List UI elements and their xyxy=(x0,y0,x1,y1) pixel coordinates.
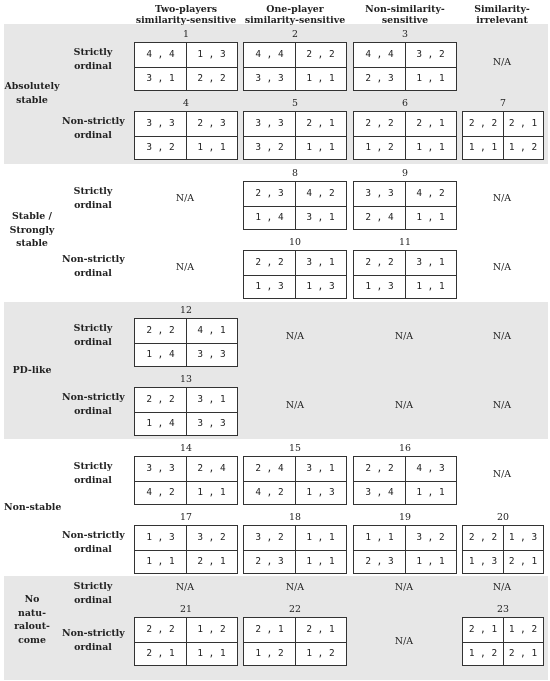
game-number: 12 xyxy=(180,305,192,316)
payoff-cell: 2 , 1 xyxy=(508,118,538,130)
payoff-cell: 3 , 3 xyxy=(146,463,175,475)
payoff-cell: 4 , 2 xyxy=(146,486,175,498)
payoff-cell: 3 , 2 xyxy=(255,141,284,153)
subrow-strict-5: Strictly ordinal xyxy=(73,581,113,606)
payoff-cell: 1 , 3 xyxy=(365,280,394,292)
game-number: 10 xyxy=(289,237,301,248)
game-number: 22 xyxy=(289,604,301,615)
payoff-cell: 2 , 2 xyxy=(146,394,175,406)
payoff-cell: 2 , 1 xyxy=(416,118,445,130)
payoff-cell: 2 , 4 xyxy=(365,211,394,223)
subrow-strict-4: Strictly ordinal xyxy=(73,461,113,486)
payoff-cell: 3 , 4 xyxy=(365,486,394,498)
game-number: 21 xyxy=(180,604,192,615)
payoff-cell: 3 , 3 xyxy=(197,417,226,429)
payoff-cell: 1 , 2 xyxy=(508,624,538,636)
payoff-cell: 3 , 3 xyxy=(146,118,175,130)
payoff-cell: 2 , 3 xyxy=(255,188,284,200)
payoff-cell: 3 , 1 xyxy=(146,72,175,84)
payoff-cell: 1 , 3 xyxy=(146,532,175,544)
payoff-cell: 1 , 2 xyxy=(306,647,335,659)
payoff-cell: 1 , 1 xyxy=(416,280,445,292)
subrow-strict-1: Strictly ordinal xyxy=(73,47,113,72)
na-label: N/A xyxy=(285,582,305,593)
payoff-matrix xyxy=(353,250,457,299)
payoff-cell: 2 , 1 xyxy=(255,624,284,636)
payoff-cell: 3 , 2 xyxy=(197,532,226,544)
payoff-cell: 2 , 1 xyxy=(146,647,175,659)
payoff-cell: 2 , 4 xyxy=(197,463,226,475)
na-label: N/A xyxy=(492,400,512,411)
payoff-cell: 2 , 1 xyxy=(468,624,498,636)
na-label: N/A xyxy=(492,262,512,273)
na-label: N/A xyxy=(175,262,195,273)
payoff-matrix xyxy=(134,111,238,160)
col-header-one-player: One-player similarity-sensitive xyxy=(244,4,346,26)
payoff-matrix xyxy=(462,111,544,160)
subrow-nonstrict-1: Non-strictly ordinal xyxy=(62,116,125,141)
payoff-matrix xyxy=(243,456,347,505)
payoff-cell: 3 , 1 xyxy=(416,257,445,269)
payoff-cell: 2 , 1 xyxy=(197,555,226,567)
payoff-matrix xyxy=(353,456,457,505)
game-number: 8 xyxy=(292,168,298,179)
na-label: N/A xyxy=(175,193,195,204)
game-number: 15 xyxy=(289,443,301,454)
payoff-cell: 3 , 1 xyxy=(197,394,226,406)
na-label: N/A xyxy=(492,57,512,68)
group-label-non-stable: Non-stable xyxy=(4,502,62,513)
payoff-cell: 2 , 2 xyxy=(468,532,498,544)
payoff-matrix xyxy=(243,42,347,91)
na-label: N/A xyxy=(285,331,305,342)
na-label: N/A xyxy=(492,193,512,204)
payoff-cell: 3 , 1 xyxy=(306,463,335,475)
payoff-cell: 1 , 4 xyxy=(146,417,175,429)
payoff-cell: 3 , 1 xyxy=(306,211,335,223)
game-number: 16 xyxy=(399,443,411,454)
payoff-cell: 3 , 3 xyxy=(365,188,394,200)
subrow-nonstrict-4: Non-strictly ordinal xyxy=(62,530,125,555)
col-header-non-similarity: Non-similarity- sensitive xyxy=(365,4,445,26)
payoff-cell: 1 , 2 xyxy=(255,647,284,659)
col-header-irrelevant: Similarity- irrelevant xyxy=(474,4,530,26)
payoff-cell: 3 , 1 xyxy=(306,257,335,269)
payoff-cell: 2 , 2 xyxy=(306,49,335,61)
payoff-cell: 3 , 2 xyxy=(146,141,175,153)
na-label: N/A xyxy=(492,331,512,342)
payoff-cell: 1 , 1 xyxy=(146,555,175,567)
payoff-cell: 4 , 4 xyxy=(365,49,394,61)
payoff-cell: 1 , 2 xyxy=(197,624,226,636)
payoff-cell: 1 , 3 xyxy=(468,555,498,567)
payoff-cell: 1 , 1 xyxy=(416,72,445,84)
game-number: 3 xyxy=(402,29,408,40)
game-number: 13 xyxy=(180,374,192,385)
payoff-cell: 1 , 2 xyxy=(468,647,498,659)
payoff-cell: 3 , 3 xyxy=(255,72,284,84)
game-number: 20 xyxy=(497,512,509,523)
payoff-cell: 1 , 3 xyxy=(306,280,335,292)
na-label: N/A xyxy=(285,400,305,411)
payoff-matrix xyxy=(353,525,457,574)
game-number: 2 xyxy=(292,29,298,40)
payoff-cell: 1 , 1 xyxy=(306,72,335,84)
payoff-cell: 4 , 1 xyxy=(197,325,226,337)
game-number: 5 xyxy=(292,98,298,109)
payoff-cell: 1 , 1 xyxy=(306,141,335,153)
payoff-matrix xyxy=(243,525,347,574)
payoff-cell: 2 , 3 xyxy=(365,72,394,84)
payoff-cell: 2 , 1 xyxy=(508,647,538,659)
payoff-cell: 1 , 3 xyxy=(255,280,284,292)
payoff-cell: 4 , 4 xyxy=(146,49,175,61)
payoff-cell: 1 , 2 xyxy=(365,141,394,153)
game-number: 1 xyxy=(183,29,189,40)
payoff-cell: 4 , 3 xyxy=(416,463,445,475)
payoff-cell: 4 , 2 xyxy=(255,486,284,498)
payoff-cell: 3 , 2 xyxy=(255,532,284,544)
group-label-pd-like: PD-like xyxy=(12,365,52,376)
payoff-matrix xyxy=(243,250,347,299)
payoff-cell: 2 , 2 xyxy=(365,118,394,130)
game-number: 14 xyxy=(180,443,192,454)
group-label-stable: Stable / Strongly stable xyxy=(9,211,55,249)
payoff-cell: 3 , 3 xyxy=(255,118,284,130)
payoff-cell: 4 , 4 xyxy=(255,49,284,61)
payoff-cell: 1 , 1 xyxy=(306,555,335,567)
payoff-cell: 1 , 1 xyxy=(468,141,498,153)
payoff-cell: 2 , 4 xyxy=(255,463,284,475)
game-number: 19 xyxy=(399,512,411,523)
payoff-cell: 2 , 3 xyxy=(365,555,394,567)
na-label: N/A xyxy=(492,469,512,480)
payoff-cell: 3 , 3 xyxy=(197,348,226,360)
payoff-cell: 2 , 2 xyxy=(146,325,175,337)
group-label-no-natural-outcome: No natu- ralout- come xyxy=(14,594,50,646)
game-number: 23 xyxy=(497,604,509,615)
payoff-matrix xyxy=(462,617,544,666)
na-label: N/A xyxy=(394,582,414,593)
payoff-matrix xyxy=(134,456,238,505)
subrow-strict-2: Strictly ordinal xyxy=(73,186,113,211)
payoff-cell: 1 , 3 xyxy=(508,532,538,544)
game-number: 7 xyxy=(500,98,506,109)
subrow-nonstrict-2: Non-strictly ordinal xyxy=(62,254,125,279)
game-number: 17 xyxy=(180,512,192,523)
payoff-cell: 2 , 2 xyxy=(197,72,226,84)
payoff-cell: 1 , 4 xyxy=(146,348,175,360)
na-label: N/A xyxy=(175,582,195,593)
payoff-cell: 1 , 3 xyxy=(306,486,335,498)
payoff-cell: 2 , 2 xyxy=(468,118,498,130)
col-header-two-players: Two-players similarity-sensitive xyxy=(135,4,237,26)
subrow-nonstrict-3: Non-strictly ordinal xyxy=(62,392,125,417)
payoff-cell: 4 , 2 xyxy=(416,188,445,200)
payoff-cell: 1 , 1 xyxy=(416,211,445,223)
payoff-cell: 2 , 3 xyxy=(255,555,284,567)
payoff-cell: 2 , 2 xyxy=(365,463,394,475)
payoff-matrix xyxy=(134,42,238,91)
payoff-cell: 1 , 1 xyxy=(197,647,226,659)
payoff-matrix xyxy=(134,617,238,666)
subrow-strict-3: Strictly ordinal xyxy=(73,323,113,348)
payoff-cell: 2 , 2 xyxy=(365,257,394,269)
payoff-cell: 4 , 2 xyxy=(306,188,335,200)
na-label: N/A xyxy=(394,400,414,411)
game-number: 4 xyxy=(183,98,189,109)
game-number: 6 xyxy=(402,98,408,109)
na-label: N/A xyxy=(394,331,414,342)
payoff-matrix xyxy=(353,111,457,160)
subrow-nonstrict-5: Non-strictly ordinal xyxy=(62,628,125,653)
payoff-cell: 2 , 1 xyxy=(306,118,335,130)
na-label: N/A xyxy=(394,636,414,647)
game-number: 9 xyxy=(402,168,408,179)
payoff-cell: 1 , 1 xyxy=(306,532,335,544)
payoff-matrix xyxy=(243,617,347,666)
payoff-cell: 2 , 2 xyxy=(255,257,284,269)
payoff-matrix xyxy=(353,42,457,91)
payoff-cell: 1 , 1 xyxy=(365,532,394,544)
payoff-cell: 1 , 1 xyxy=(197,141,226,153)
group-label-absolutely-stable: Absolutely stable xyxy=(4,81,60,106)
payoff-matrix xyxy=(243,111,347,160)
payoff-cell: 2 , 2 xyxy=(146,624,175,636)
game-number: 18 xyxy=(289,512,301,523)
game-number: 11 xyxy=(399,237,411,248)
payoff-matrix xyxy=(134,387,238,436)
payoff-cell: 1 , 1 xyxy=(416,486,445,498)
payoff-cell: 1 , 4 xyxy=(255,211,284,223)
payoff-cell: 3 , 2 xyxy=(416,532,445,544)
payoff-matrix xyxy=(462,525,544,574)
na-label: N/A xyxy=(492,582,512,593)
payoff-matrix xyxy=(243,181,347,230)
payoff-cell: 3 , 2 xyxy=(416,49,445,61)
payoff-cell: 1 , 1 xyxy=(416,141,445,153)
payoff-matrix xyxy=(353,181,457,230)
payoff-cell: 1 , 3 xyxy=(197,49,226,61)
payoff-cell: 1 , 2 xyxy=(508,141,538,153)
payoff-cell: 2 , 1 xyxy=(306,624,335,636)
payoff-cell: 2 , 3 xyxy=(197,118,226,130)
payoff-cell: 2 , 1 xyxy=(508,555,538,567)
payoff-cell: 1 , 1 xyxy=(416,555,445,567)
payoff-matrix xyxy=(134,525,238,574)
payoff-cell: 1 , 1 xyxy=(197,486,226,498)
payoff-matrix xyxy=(134,318,238,367)
